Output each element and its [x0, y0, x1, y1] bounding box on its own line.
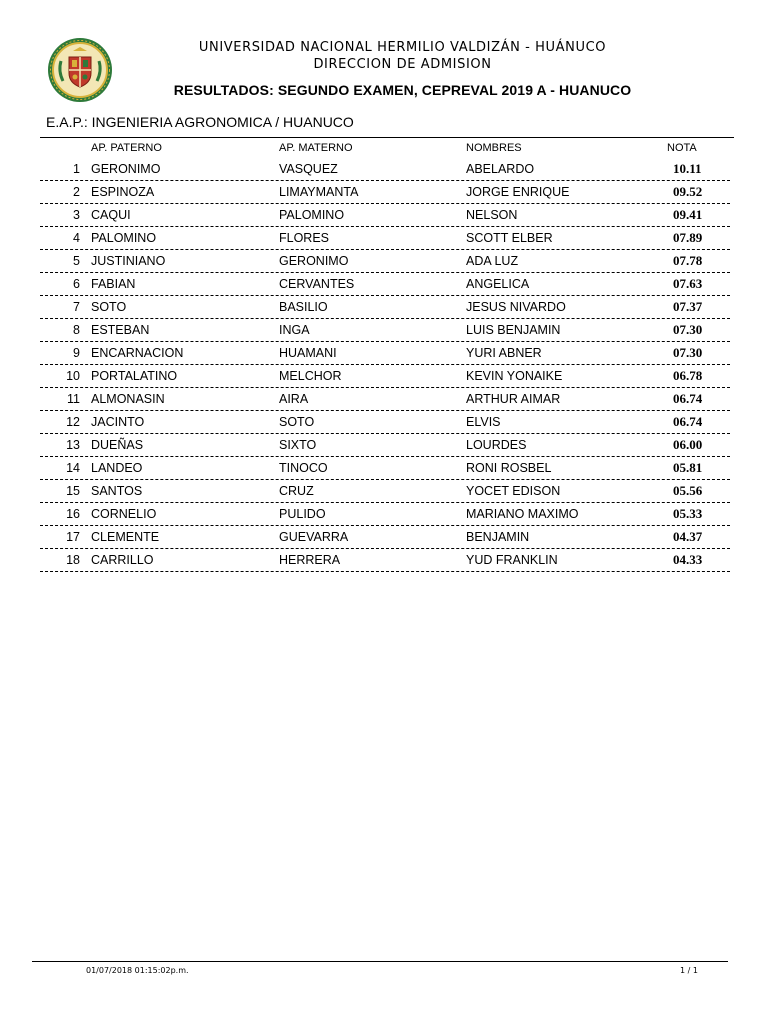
apellido-materno: PALOMINO: [279, 208, 345, 222]
nota: 09.41: [673, 207, 703, 222]
apellido-paterno: CORNELIO: [91, 507, 157, 521]
apellido-materno: FLORES: [279, 231, 330, 245]
nota: 04.37: [673, 529, 703, 544]
nombres: JORGE ENRIQUE: [466, 185, 570, 199]
table-row: [40, 319, 730, 342]
nota: 06.78: [673, 368, 703, 383]
results-title: RESULTADOS: SEGUNDO EXAMEN, CEPREVAL 2019 A - HUANUCO: [173, 82, 632, 98]
apellido-paterno: FABIAN: [91, 277, 136, 291]
apellido-materno: MELCHOR: [279, 369, 342, 383]
nota: 07.37: [673, 299, 703, 314]
table-row: [40, 411, 730, 434]
row-number: 10: [66, 369, 80, 383]
apellido-materno: LIMAYMANTA: [279, 185, 359, 199]
apellido-paterno: DUEÑAS: [91, 438, 144, 452]
apellido-materno: HUAMANI: [279, 346, 337, 360]
apellido-paterno: JUSTINIANO: [91, 254, 166, 268]
nota: 07.78: [673, 253, 703, 268]
header-rule: [40, 137, 734, 138]
row-number: 14: [66, 461, 80, 475]
row-number: 5: [73, 254, 80, 268]
table-row: [40, 503, 730, 526]
university-name: UNIVERSIDAD NACIONAL HERMILIO VALDIZÁN - HUÁNUCO: [198, 40, 607, 55]
column-header-nombres: NOMBRES: [466, 142, 522, 154]
column-header-nota: NOTA: [667, 142, 697, 154]
nombres: NELSON: [466, 208, 518, 222]
table-row: [40, 549, 730, 572]
apellido-materno: HERRERA: [279, 553, 341, 567]
table-row: [40, 342, 730, 365]
print-datetime: 01/07/2018 01:15:02p.m.: [86, 966, 189, 975]
nombres: YUD FRANKLIN: [466, 553, 558, 567]
nombres: ABELARDO: [466, 162, 535, 176]
nombres: MARIANO MAXIMO: [466, 507, 579, 521]
apellido-materno: VASQUEZ: [279, 162, 338, 176]
nombres: JESUS NIVARDO: [466, 300, 566, 314]
apellido-materno: INGA: [279, 323, 310, 337]
apellido-paterno: ALMONASIN: [91, 392, 165, 406]
column-header-paterno: AP. PATERNO: [91, 142, 162, 154]
table-row: [40, 227, 730, 250]
eap-heading: E.A.P.: INGENIERIA AGRONOMICA / HUANUCO: [46, 114, 354, 130]
apellido-paterno: LANDEO: [91, 461, 143, 475]
apellido-paterno: SANTOS: [91, 484, 143, 498]
nombres: ELVIS: [466, 415, 501, 429]
nota: 09.52: [673, 184, 703, 199]
apellido-paterno: ESPINOZA: [91, 185, 155, 199]
apellido-materno: GERONIMO: [279, 254, 349, 268]
table-row: [40, 273, 730, 296]
nombres: ANGELICA: [466, 277, 530, 291]
apellido-paterno: GERONIMO: [91, 162, 161, 176]
apellido-materno: BASILIO: [279, 300, 328, 314]
row-number: 1: [73, 162, 80, 176]
table-row: [40, 434, 730, 457]
nota: 06.74: [673, 414, 703, 429]
row-number: 2: [73, 185, 80, 199]
nombres: LUIS BENJAMIN: [466, 323, 561, 337]
nombres: SCOTT ELBER: [466, 231, 553, 245]
row-number: 8: [73, 323, 80, 337]
column-header-materno: AP. MATERNO: [279, 142, 353, 154]
table-row: [40, 204, 730, 227]
table-row: [40, 296, 730, 319]
nota: 04.33: [673, 552, 703, 567]
table-row: [40, 250, 730, 273]
nota: 06.00: [673, 437, 703, 452]
table-row: [40, 457, 730, 480]
apellido-paterno: SOTO: [91, 300, 127, 314]
row-number: 16: [66, 507, 80, 521]
row-number: 17: [66, 530, 80, 544]
table-row: [40, 526, 730, 549]
results-table: [40, 158, 730, 572]
apellido-materno: SOTO: [279, 415, 315, 429]
row-number: 6: [73, 277, 80, 291]
footer-rule: [32, 961, 728, 962]
nota: 05.33: [673, 506, 703, 521]
apellido-paterno: ENCARNACION: [91, 346, 184, 360]
nombres: BENJAMIN: [466, 530, 530, 544]
nota: 06.74: [673, 391, 703, 406]
department-name: DIRECCION DE ADMISION: [313, 57, 492, 72]
nombres: KEVIN YONAIKE: [466, 369, 563, 383]
apellido-materno: SIXTO: [279, 438, 317, 452]
apellido-materno: AIRA: [279, 392, 309, 406]
nombres: LOURDES: [466, 438, 527, 452]
apellido-paterno: CARRILLO: [91, 553, 154, 567]
row-number: 9: [73, 346, 80, 360]
page-number: 1 / 1: [680, 966, 698, 975]
apellido-paterno: JACINTO: [91, 415, 145, 429]
row-number: 11: [67, 392, 80, 406]
row-number: 12: [66, 415, 80, 429]
table-row: [40, 365, 730, 388]
apellido-paterno: CAQUI: [91, 208, 131, 222]
apellido-materno: GUEVARRA: [279, 530, 349, 544]
nota: 07.63: [673, 276, 703, 291]
university-seal-icon: [47, 37, 113, 103]
apellido-paterno: PALOMINO: [91, 231, 157, 245]
apellido-materno: CERVANTES: [279, 277, 355, 291]
table-row: [40, 181, 730, 204]
row-number: 7: [73, 300, 80, 314]
row-number: 18: [66, 553, 80, 567]
table-row: [40, 158, 730, 181]
nombres: YURI ABNER: [466, 346, 542, 360]
nota: 07.30: [673, 345, 703, 360]
row-number: 4: [73, 231, 80, 245]
nombres: ARTHUR AIMAR: [466, 392, 561, 406]
apellido-paterno: ESTEBAN: [91, 323, 150, 337]
nota: 07.89: [673, 230, 703, 245]
nota: 05.56: [673, 483, 703, 498]
nota: 05.81: [673, 460, 703, 475]
nombres: ADA LUZ: [466, 254, 519, 268]
apellido-paterno: PORTALATINO: [91, 369, 178, 383]
row-number: 3: [73, 208, 80, 222]
nombres: YOCET EDISON: [466, 484, 561, 498]
table-row: [40, 480, 730, 503]
nota: 10.11: [673, 161, 702, 176]
apellido-paterno: CLEMENTE: [91, 530, 160, 544]
apellido-materno: TINOCO: [279, 461, 328, 475]
table-row: [40, 388, 730, 411]
nota: 07.30: [673, 322, 703, 337]
nombres: RONI ROSBEL: [466, 461, 552, 475]
row-number: 15: [66, 484, 80, 498]
apellido-materno: PULIDO: [279, 507, 326, 521]
row-number: 13: [66, 438, 80, 452]
apellido-materno: CRUZ: [279, 484, 314, 498]
